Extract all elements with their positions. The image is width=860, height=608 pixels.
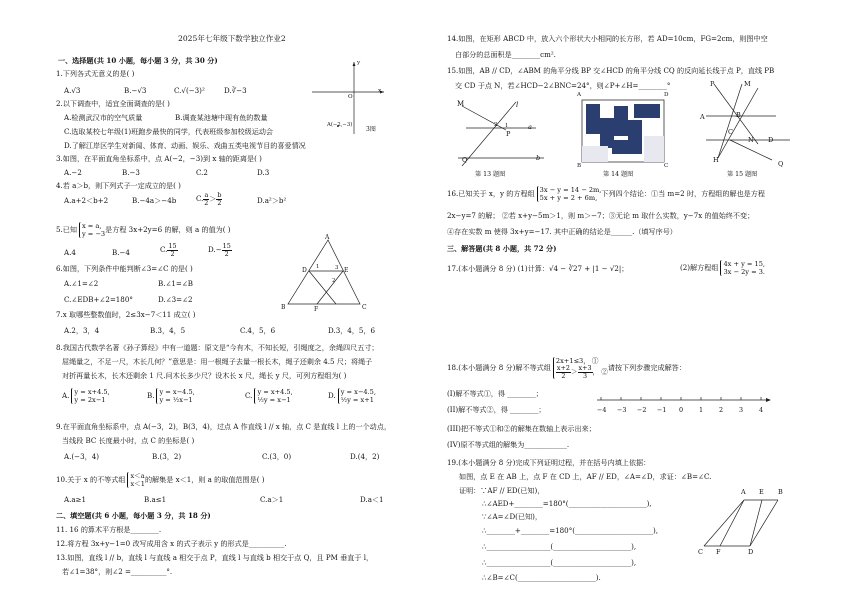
q3-option-c: C.2 xyxy=(196,168,208,177)
q14-line2: 白部分的总面积是________cm². xyxy=(455,50,556,59)
q8-option-b: B. y = x−4.5, y = ½x−1 xyxy=(147,388,195,404)
q7-option-c: C.4，5，6 xyxy=(240,326,276,335)
q8-option-a: A. y = x+4.5, y = 2x−1 xyxy=(62,388,110,404)
numline-tick-label: −1 xyxy=(657,406,667,414)
q6-stem: 6.如图，下列条件中能判断∠3=∠C 的是( ) xyxy=(56,264,193,273)
fig13-angle-1: 1 xyxy=(505,123,509,129)
q19-line2: 如图，点 E 在 AB 上，点 F 在 CD 上，AF // ED，∠A=∠D，求证：∠B=∠C. xyxy=(459,472,712,481)
q17-part2: (2)解方程组 4x + y = 15, 3x − 2y = 3. xyxy=(680,260,765,276)
fig19-parallelogram xyxy=(694,494,786,554)
fig6-label-f: F xyxy=(314,306,319,313)
q6-triangle-figure xyxy=(284,234,364,310)
fig6-label-b: B xyxy=(281,304,286,311)
fig14-rectangle xyxy=(578,96,668,166)
fig6-angle-3: 3 xyxy=(335,265,339,271)
q16-line2: 2x−y=7 的解； ②若 x+y−5m＞1，则 m＞−7；③无论 m 取什么实数，y−7x 的值始终不变； xyxy=(447,211,755,220)
q5-option-d: D.− $\frac{15}{2}$ xyxy=(208,242,231,258)
fig14-label-a: A xyxy=(577,92,582,98)
numline-tick-label: −4 xyxy=(597,406,607,414)
fig19-label-f: F xyxy=(716,548,721,556)
fig15-caption: 第 15 题图 xyxy=(727,171,758,178)
q1-option-b: B.−√3 xyxy=(124,86,147,95)
q18-step-2: (II)解不等式②，得 ________； xyxy=(447,405,546,414)
q19-line9: ∴∠B=∠C(______________________). xyxy=(482,573,601,582)
fig13-label-p: P xyxy=(506,130,511,138)
q3-stem: 3.如图，在平面直角坐标系中，点 A(−2，−3)到 x 轴的距离是( ) xyxy=(56,154,262,163)
fig15-label-d: D xyxy=(768,136,774,144)
fig13-label-l: l xyxy=(516,101,519,109)
q13-line1: 13.如图，直线 l // b，直线 l 与直线 a 相交于点 P，直线 l 与直线 b 相交于点 Q，且 PM 垂直于 l， xyxy=(56,553,374,562)
fig14-label-d: D xyxy=(664,92,669,98)
q14-line1: 14.如图，在矩形 ABCD 中，放入六个形状大小相同的长方形，若 AD=10cm，FG=2cm，则图中空 xyxy=(447,34,768,43)
number-line xyxy=(595,394,775,406)
fig14-caption: 第 14 题图 xyxy=(603,171,634,178)
fig6-label-e: E xyxy=(344,267,349,274)
q6-option-b: B.∠1=∠B xyxy=(158,279,194,288)
fig19-label-e: E xyxy=(759,488,764,496)
q19-line5: ∵∠A=∠D(已知)， xyxy=(482,512,542,521)
q16-stem: 16.已知关于 x，y 的方程组 3x − y = 14 − 2m, 5x + y = 2 + 6m, 下列四个结论：①当 m=2 时，方程组的解也是方程 xyxy=(447,186,765,202)
fig14-label-c: C xyxy=(664,163,669,169)
q7-option-a: A.2，3，4 xyxy=(64,326,100,335)
q5-stem: 5.已知 x = a, y = −3 是方程 3x+2y=6 的解，则 a 的值为( ) xyxy=(56,222,231,238)
q4-option-a: A.a+2＜b+2 xyxy=(64,196,109,205)
q3-option-b: B.−3 xyxy=(122,168,140,177)
q18-step-3: (III)把不等式①和②的解集在数轴上表示出来； xyxy=(447,424,596,433)
fig19-label-d: D xyxy=(748,548,754,556)
q15-line2: 交 CD 于点 N，若∠HCD−2∠BNC=24°，则∠P+∠H=________° xyxy=(455,81,671,90)
q3-option-a: A.−2 xyxy=(64,168,82,177)
q6-option-d: D.∠3=∠2 xyxy=(158,295,193,304)
axis-y-label: y xyxy=(357,60,361,66)
q2-stem: 2.以下调查中，适宜全面调查的是( ) xyxy=(56,99,170,108)
fig13-label-q: Q xyxy=(462,156,468,164)
q5-option-c: C. $\frac{15}{2}$ xyxy=(160,242,177,258)
fig19-label-c: C xyxy=(698,548,703,556)
fig13-label-m: M xyxy=(457,100,465,108)
q9-option-a: A.(−3，4) xyxy=(64,452,99,461)
q9-line1: 9.在平面直角坐标系中，点 A(−3，2)，B(3，4)，过点 A 作直线 l // x 轴，点 C 是直线 l 上的一个动点， xyxy=(56,422,391,431)
numline-tick-label: −3 xyxy=(617,406,627,414)
q2-option-d: D.了解江岸区学生对新闻、体育、动画、娱乐、戏曲五类电视节目的喜爱情况 xyxy=(64,141,306,150)
q12-stem: 12.将方程 3x+y−1=0 改写成用含 x 的式子表示 y 的形式是__________. xyxy=(56,539,287,548)
fig14-label-b: B xyxy=(577,163,582,169)
q7-option-b: B.3，4，5 xyxy=(150,326,186,335)
origin-label: O xyxy=(348,94,353,100)
fig13-label-b: b xyxy=(536,154,541,162)
point-a-label: A(−2,−3) xyxy=(327,122,353,128)
q17-part1: 17.(本小题满分 8 分) (1)计算：√4 − ∛27 + |1 − √2|； xyxy=(447,264,629,273)
page-title: 2025年七年级下数学独立作业2 xyxy=(178,34,286,43)
q8-option-c: C. y = x+4.5, ½y = x−1 xyxy=(245,388,293,404)
q3-option-d: D.3 xyxy=(257,168,270,177)
q7-stem: 7.x 取哪些整数值时，2≤3x−7＜11 成立( ) xyxy=(56,310,196,319)
q1-option-a: A.√3 xyxy=(64,86,81,95)
q19-line4: ∴∠AED+________=180°(______________________), xyxy=(482,499,652,508)
q8-line1: 8.我国古代数学名著《孙子算经》中有一道题：原文是“今有木，不知长短，引绳度之，余绳四尺五寸； xyxy=(56,343,379,352)
fig15-label-n: N xyxy=(748,136,754,144)
axis-x-label: x xyxy=(378,88,382,94)
q13-line2: 若∠1=38°，则∠2 =__________°. xyxy=(62,567,173,576)
figure-3-caption: 3图 xyxy=(366,126,376,133)
q6-option-a: A.∠1=∠2 xyxy=(64,279,99,288)
numline-tick-label: 1 xyxy=(699,406,704,414)
fig6-label-d: D xyxy=(302,267,307,274)
q1-option-d: D.∛−3 xyxy=(224,86,247,95)
q10-option-a: A.a≥1 xyxy=(64,495,87,504)
fig13-caption: 第 13 题图 xyxy=(475,171,506,178)
q4-stem: 4.若 a＞b，则下列式子一定成立的是( ) xyxy=(56,181,181,190)
q18-stem: 18.(本小题满分 8 分)解不等式组 2x+1≤3， ① $\frac{x+2}{2}$ ＞ $\frac{x+3}{3}$ ， ② 请按下列步骤完成解答： xyxy=(447,357,686,380)
q6-option-c: C.∠EDB+∠2=180° xyxy=(64,295,133,304)
q19-line8: ∴__________________(______________________), xyxy=(482,558,637,567)
numline-tick-label: 0 xyxy=(679,406,684,414)
fig19-label-b: B xyxy=(778,488,783,496)
q18-step-4: (IV)原不等式组的解集为____________. xyxy=(447,440,570,449)
q4-option-d: D.a²＞b² xyxy=(257,196,287,205)
fig13-label-a: a xyxy=(528,123,532,131)
numline-tick-label: −2 xyxy=(637,406,647,414)
section-2-heading: 二、填空题(共 6 小题，每小题 3 分，共 18 分) xyxy=(56,511,211,520)
q5-option-a: A.4 xyxy=(64,248,76,257)
fig15-label-c: C xyxy=(728,128,733,136)
q8-option-d: D. y = x−4.5, ½y = x+1 xyxy=(328,388,376,404)
fig6-label-c: C xyxy=(362,304,367,311)
fig15-label-m: M xyxy=(744,80,751,88)
section-1-heading: 一、选择题(共 10 小题，每小题 3 分，共 30 分) xyxy=(58,56,218,65)
q9-option-c: C.(3，0) xyxy=(262,452,292,461)
fig6-angle-1: 1 xyxy=(316,264,320,270)
q10-option-b: B.a≤1 xyxy=(144,495,167,504)
fig13-angle-2: 2 xyxy=(494,122,498,128)
q19-line1: 19.(本小题满分 8 分)完成下列证明过程，并在括号内填上依据： xyxy=(447,458,651,467)
q1-option-c: C.√(−3)² xyxy=(174,86,205,95)
q19-line7: ∴__________________(______________________), xyxy=(482,542,637,551)
q10-option-d: D.a＜1 xyxy=(360,495,384,504)
q5-option-b: B.−4 xyxy=(112,248,130,257)
numline-tick-label: 3 xyxy=(739,406,744,414)
q18-step-1: (I)解不等式①，得 ________； xyxy=(447,389,543,398)
fig6-label-a: A xyxy=(325,234,330,241)
q4-option-b: B.−4a＞−4b xyxy=(132,196,177,205)
q9-line2: 当线段 BC 长度最小时，点 C 的坐标是( ) xyxy=(62,436,195,445)
fig19-label-a: A xyxy=(741,488,746,496)
q19-line6: ∴________+________=180°(______________________), xyxy=(482,526,659,535)
numline-tick-label: 4 xyxy=(759,406,764,414)
q11-stem: 11. 16 的算术平方根是________. xyxy=(56,525,162,534)
q10-stem: 10.关于 x 的不等式组 x＜a x＜1 的解集是 x＜1，则 a 的取值范围是( ) xyxy=(56,472,265,488)
q2-option-a: A.检测武汉市的空气质量 xyxy=(64,113,143,122)
fig6-angle-2: 2 xyxy=(332,278,336,284)
fig15-label-a: A xyxy=(700,113,705,121)
q1-stem: 1.下列各式无意义的是( ) xyxy=(56,69,135,78)
fig15-angle-bisector xyxy=(700,78,796,168)
q9-option-d: D.(4，2) xyxy=(350,452,380,461)
q16-line3: ④存在实数 m 使得 3x+y=−17. 其中正确的结论是______.（填写序号） xyxy=(447,227,677,236)
q8-line3: 对折再量长木，长木还剩余 1 尺.问木长多少尺？设木长 x 尺，绳长 y 尺，可列方程组为( ) xyxy=(62,371,347,380)
fig15-label-b: B xyxy=(736,111,741,119)
q2-option-b: B.调查某池塘中现有鱼的数量 xyxy=(175,113,268,122)
q2-option-c: C.选取某校七年级(1)班跑步最快的同学，代表班级参加校级运动会 xyxy=(64,127,274,136)
numline-tick-label: 2 xyxy=(719,406,724,414)
fig15-label-h: H xyxy=(713,156,719,164)
q9-option-b: B.(3，2) xyxy=(152,452,182,461)
fig15-label-q: Q xyxy=(778,160,784,168)
section-3-heading: 三、解答题(共 8 小题，共 72 分) xyxy=(447,244,557,253)
q7-option-d: D.3，4，5，6 xyxy=(328,326,376,335)
q15-line1: 15.如图，AB // CD，∠ABM 的角平分线 BP 交∠HCD 的角平分线 CQ 的反向延长线于点 P，直线 PB xyxy=(447,66,775,75)
q19-line3: 证明：∵AF // ED(已知)， xyxy=(459,486,545,495)
q8-line2: 屈绳量之，不足一尺，木长几何？”意思是：用一根绳子去量一根长木，绳子还剩余 4.5 尺；将绳子 xyxy=(62,357,373,366)
q4-option-c: C. $\frac{a}{2}$ ＞ $\frac{b}{2}$ xyxy=(196,191,222,207)
fig15-label-p: P xyxy=(710,80,715,88)
q10-option-c: C.a＞1 xyxy=(260,495,284,504)
